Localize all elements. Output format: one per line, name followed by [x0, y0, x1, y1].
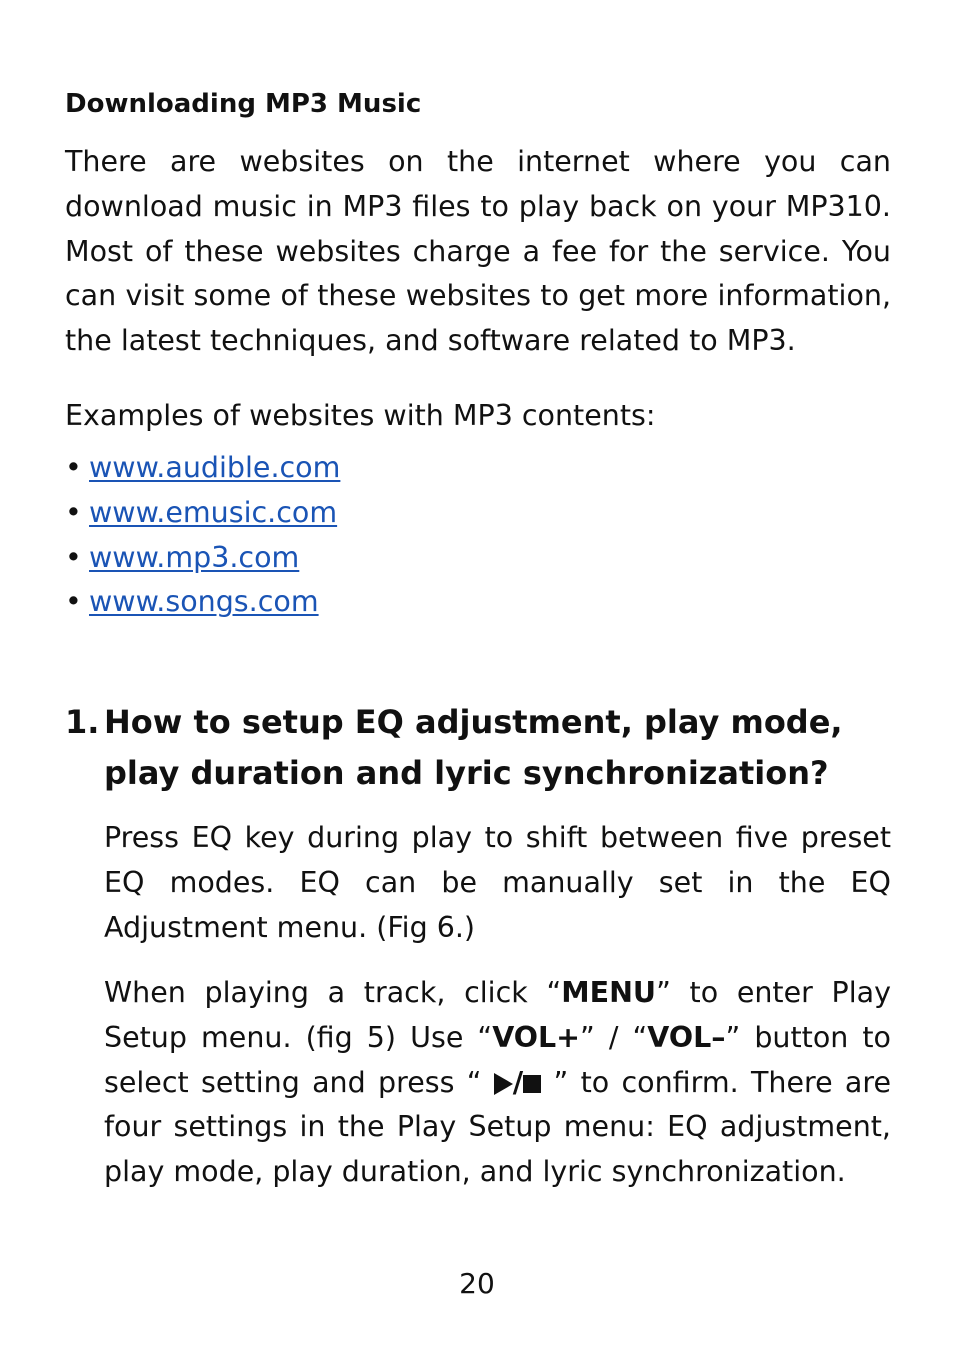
question-heading-eq-setup: [65, 697, 891, 799]
bullet: •: [65, 495, 82, 529]
link-mp3[interactable]: www.mp3.com: [89, 540, 300, 574]
list-item: [65, 580, 340, 625]
examples-label: Examples of websites with MP3 contents:: [65, 399, 656, 432]
menu-text-part4: ” button to select setting and press “: [104, 1020, 891, 1099]
website-link-list: [65, 446, 340, 625]
menu-text-part3: ” / “: [580, 1020, 648, 1054]
list-item: [65, 491, 340, 536]
eq-paragraph: Press EQ key during play to shift between five preset EQ modes. EQ can be manually set in the EQ Adjustment menu. (Fig 6.): [104, 821, 891, 944]
link-audible[interactable]: www.audible.com: [89, 451, 341, 484]
bullet: •: [65, 451, 82, 484]
question-title: How to setup EQ adjustment, play mode, play duration and lyric synchronization?: [104, 703, 843, 792]
list-item: [65, 446, 340, 491]
vol-plus-label: VOL+: [492, 1020, 581, 1054]
bullet: •: [65, 540, 82, 574]
menu-text-part5: ” to confirm. There are four settings in the Play Setup menu: EQ adjustment, play mode, play duration, and lyric synchronization.: [104, 1065, 891, 1189]
slash-separator: /: [512, 1065, 524, 1099]
bullet: •: [65, 585, 82, 619]
menu-text-part1: When playing a track, click “: [104, 976, 562, 1009]
menu-text-part2: ” to enter Play Setup menu. (fig 5) Use “: [104, 976, 891, 1054]
vol-minus-label: VOL–: [647, 1020, 726, 1054]
list-item: [65, 536, 340, 581]
menu-key-label: MENU: [561, 976, 657, 1009]
question-number: 1.: [65, 703, 100, 741]
link-emusic[interactable]: www.emusic.com: [89, 495, 338, 529]
intro-paragraph: There are websites on the internet where you can download music in MP3 files to play back on your MP310. Most of these websites charge a fee for the service. You can visit some of these websites to get more information, the latest techniques, and software related to MP3.: [65, 145, 891, 358]
page-number: 20: [459, 1267, 495, 1300]
menu-paragraph: [104, 971, 891, 1195]
play-icon: [494, 1073, 513, 1095]
stop-icon: [523, 1075, 541, 1093]
section-heading-downloading: Downloading MP3 Music: [65, 89, 422, 119]
link-songs[interactable]: www.songs.com: [89, 585, 319, 619]
